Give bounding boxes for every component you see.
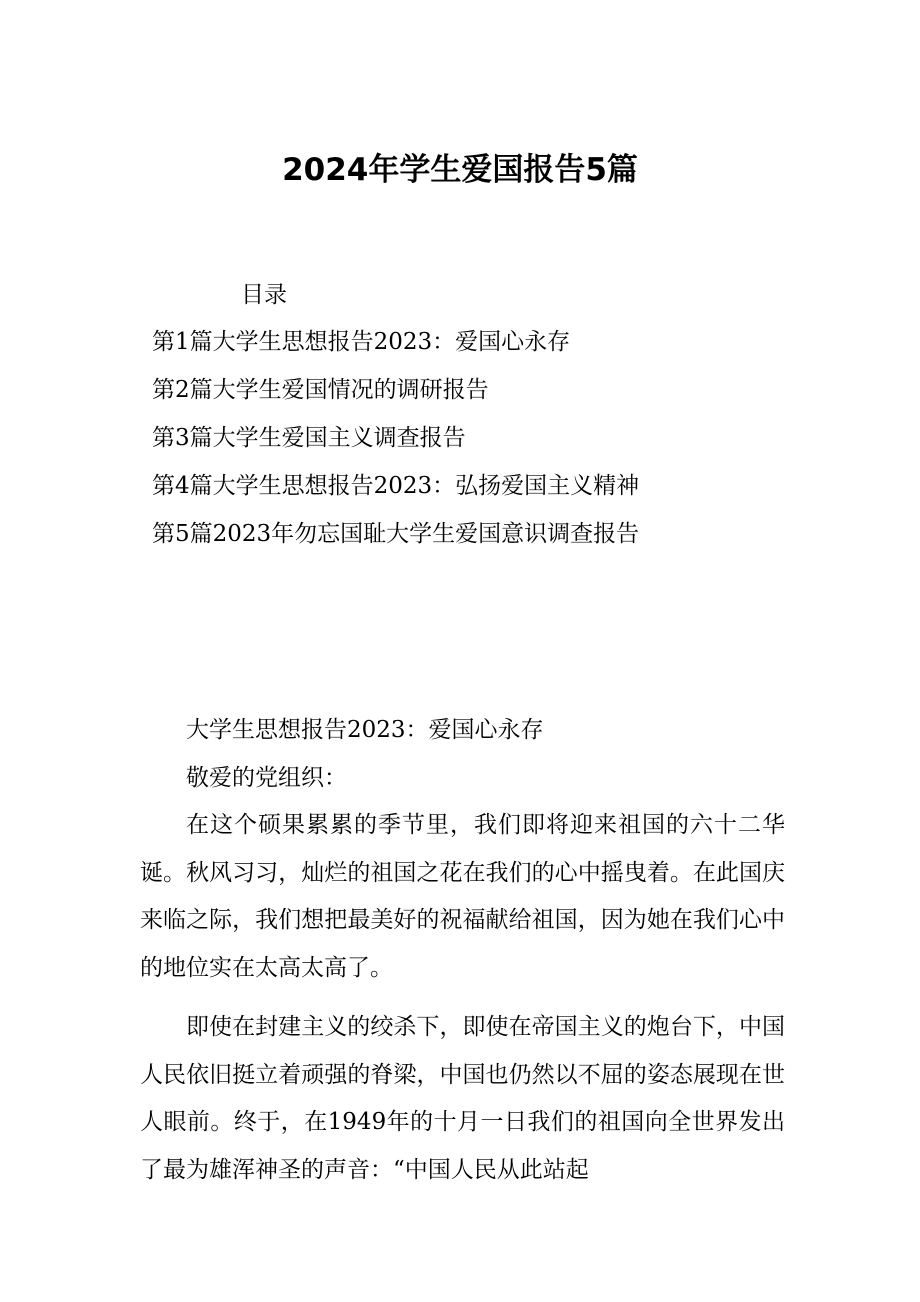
document-body bbox=[140, 707, 785, 1194]
toc-heading: 目录 bbox=[241, 282, 287, 308]
toc-item-1[interactable]: 第1篇大学生思想报告2023：爱国心永存 bbox=[152, 329, 571, 355]
table-of-contents bbox=[152, 322, 639, 562]
section-title: 大学生思想报告2023：爱国心永存 bbox=[186, 717, 544, 743]
toc-item-5[interactable]: 第5篇2023年勿忘国耻大学生爱国意识调查报告 bbox=[152, 521, 640, 547]
toc-item-2[interactable]: 第2篇大学生爱国情况的调研报告 bbox=[152, 377, 489, 403]
document-title: 2024年学生爱国报告5篇 bbox=[282, 152, 638, 188]
body-paragraph-2: 即使在封建主义的绞杀下，即使在帝国主义的炮台下，中国人民依旧挺立着顽强的脊梁，中国也仍然以不屈的姿态展现在世人眼前。终于，在1949年的十月一日我们的祖国向全世界发出了最为雄浑神圣的声音：“中国人民从此站起 bbox=[140, 1014, 785, 1183]
body-paragraph-1: 在这个硕果累累的季节里，我们即将迎来祖国的六十二华诞。秋风习习，灿烂的祖国之花在我们的心中摇曳着。在此国庆来临之际，我们想把最美好的祝福献给祖国，因为她在我们心中的地位实在太高太高了。 bbox=[140, 812, 785, 981]
toc-item-3[interactable]: 第3篇大学生爱国主义调查报告 bbox=[152, 425, 466, 451]
salutation: 敬爱的党组织： bbox=[186, 764, 347, 791]
toc-item-4[interactable]: 第4篇大学生思想报告2023：弘扬爱国主义精神 bbox=[152, 473, 640, 499]
